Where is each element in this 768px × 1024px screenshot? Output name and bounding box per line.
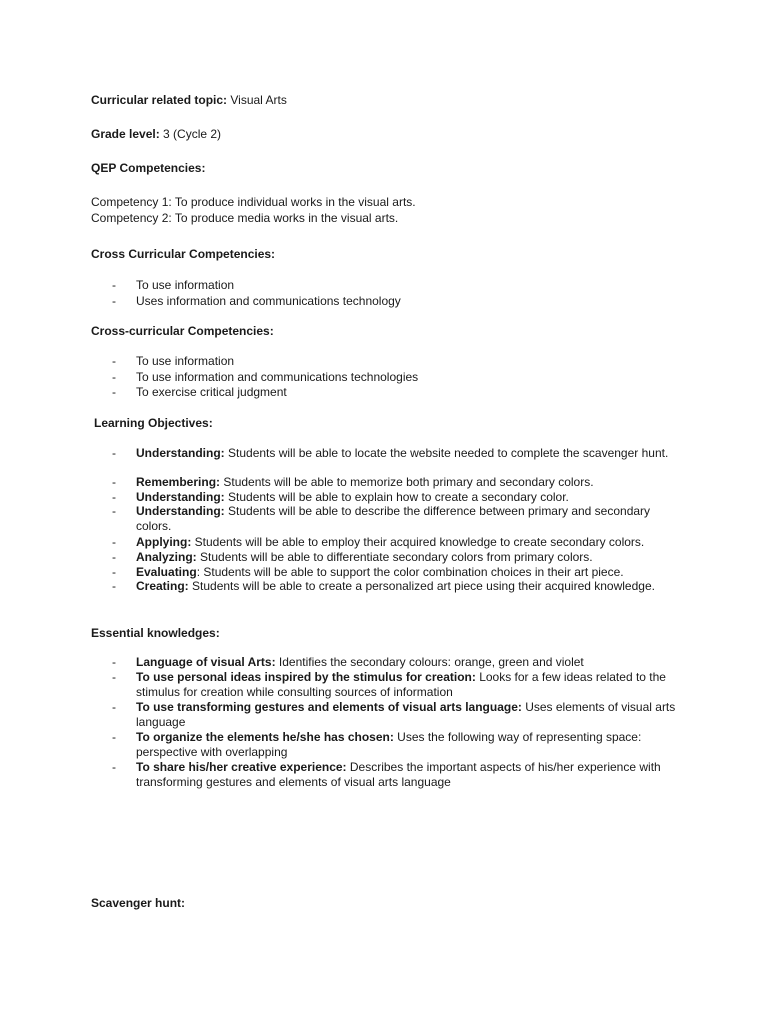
- objective-item: [136, 550, 681, 565]
- bullet-dash: -: [112, 504, 116, 518]
- bullet-dash: -: [112, 730, 116, 744]
- objective-text: Students will be able to employ their acquired knowledge to create secondary colors.: [191, 535, 645, 549]
- bullet-dash: -: [112, 535, 116, 549]
- curricular-topic-value: Visual Arts: [227, 93, 287, 107]
- grade-level-value: 3 (Cycle 2): [159, 127, 222, 141]
- objective-term: Analyzing:: [136, 550, 197, 564]
- knowledge-item: [136, 655, 681, 670]
- bullet-dash: -: [112, 278, 116, 292]
- knowledge-text: Uses elements of visual arts language: [136, 700, 676, 729]
- objective-item: [136, 579, 681, 594]
- qep-competency-2: Competency 2: To produce media works in the visual arts.: [91, 211, 399, 225]
- bullet-dash: -: [112, 446, 116, 460]
- bullet-dash: -: [112, 354, 116, 368]
- bullet-dash: -: [112, 670, 116, 684]
- bullet-dash: -: [112, 370, 116, 384]
- grade-level-line: [91, 127, 221, 142]
- bullet-dash: -: [112, 565, 116, 579]
- objective-text: Students will be able to create a personalized art piece using their acquired knowledge.: [188, 579, 655, 593]
- objective-text: Students will be able to memorize both primary and secondary colors.: [220, 475, 594, 489]
- essential-knowledges-heading: Essential knowledges:: [91, 626, 220, 640]
- objective-item: [136, 565, 681, 580]
- cross-curricular-heading-1: Cross Curricular Competencies:: [91, 247, 276, 261]
- grade-level-label: Grade level:: [91, 127, 160, 141]
- objective-term: Evaluating: [136, 565, 197, 579]
- cross-curricular-heading-2: Cross-curricular Competencies:: [91, 324, 274, 338]
- list-item: Uses information and communications technology: [136, 294, 401, 308]
- bullet-dash: -: [112, 700, 116, 714]
- objective-term: Remembering:: [136, 475, 221, 489]
- qep-heading: QEP Competencies:: [91, 161, 206, 175]
- objective-term: Understanding:: [136, 504, 225, 518]
- list-item: To use information: [136, 354, 235, 368]
- objective-item: [136, 490, 681, 505]
- knowledge-term: To use transforming gestures and elements of visual arts language:: [136, 700, 522, 714]
- curricular-topic-line: [91, 93, 287, 108]
- objective-text: Students will be able to describe the difference between primary and secondary colors.: [136, 504, 651, 533]
- knowledge-text: Uses the following way of representing space: perspective with overlapping: [136, 730, 642, 759]
- list-item: To exercise critical judgment: [136, 385, 287, 399]
- objective-text: : Students will be able to support the color combination choices in their art piece.: [196, 565, 624, 579]
- bullet-dash: -: [112, 579, 116, 593]
- knowledge-term: To organize the elements he/she has chosen:: [136, 730, 394, 744]
- knowledge-term: Language of visual Arts:: [136, 655, 276, 669]
- bullet-dash: -: [112, 475, 116, 489]
- qep-competency-1: Competency 1: To produce individual works in the visual arts.: [91, 195, 416, 209]
- bullet-dash: -: [112, 490, 116, 504]
- objective-item: [136, 446, 681, 461]
- bullet-dash: -: [112, 655, 116, 669]
- bullet-dash: -: [112, 294, 116, 308]
- objective-term: Creating:: [136, 579, 189, 593]
- scavenger-hunt-heading: Scavenger hunt:: [91, 896, 186, 910]
- objective-term: Understanding:: [136, 446, 225, 460]
- objective-text: Students will be able to explain how to create a secondary color.: [224, 490, 569, 504]
- knowledge-term: To share his/her creative experience:: [136, 760, 347, 774]
- objective-text: Students will be able to locate the website needed to complete the scavenger hunt.: [224, 446, 669, 460]
- knowledge-item: [136, 730, 681, 760]
- objective-term: Understanding:: [136, 490, 225, 504]
- objective-term: Applying:: [136, 535, 192, 549]
- knowledge-item: [136, 760, 681, 790]
- knowledge-text: Describes the important aspects of his/her experience with transforming gestures and elements of visual arts language: [136, 760, 661, 789]
- knowledge-text: Identifies the secondary colours: orange, green and violet: [275, 655, 584, 669]
- knowledge-term: To use personal ideas inspired by the stimulus for creation:: [136, 670, 476, 684]
- list-item: To use information: [136, 278, 235, 292]
- knowledge-text: Looks for a few ideas related to the stimulus for creation while consulting sources of information: [136, 670, 666, 699]
- list-item: To use information and communications technologies: [136, 370, 419, 384]
- curricular-topic-label: Curricular related topic:: [91, 93, 228, 107]
- objective-item: [136, 504, 681, 534]
- knowledge-item: [136, 670, 681, 700]
- objective-item: [136, 475, 681, 490]
- bullet-dash: -: [112, 550, 116, 564]
- bullet-dash: -: [112, 385, 116, 399]
- objective-text: Students will be able to differentiate secondary colors from primary colors.: [196, 550, 593, 564]
- knowledge-item: [136, 700, 681, 730]
- objective-item: [136, 535, 681, 550]
- bullet-dash: -: [112, 760, 116, 774]
- learning-objectives-heading: Learning Objectives:: [94, 416, 213, 430]
